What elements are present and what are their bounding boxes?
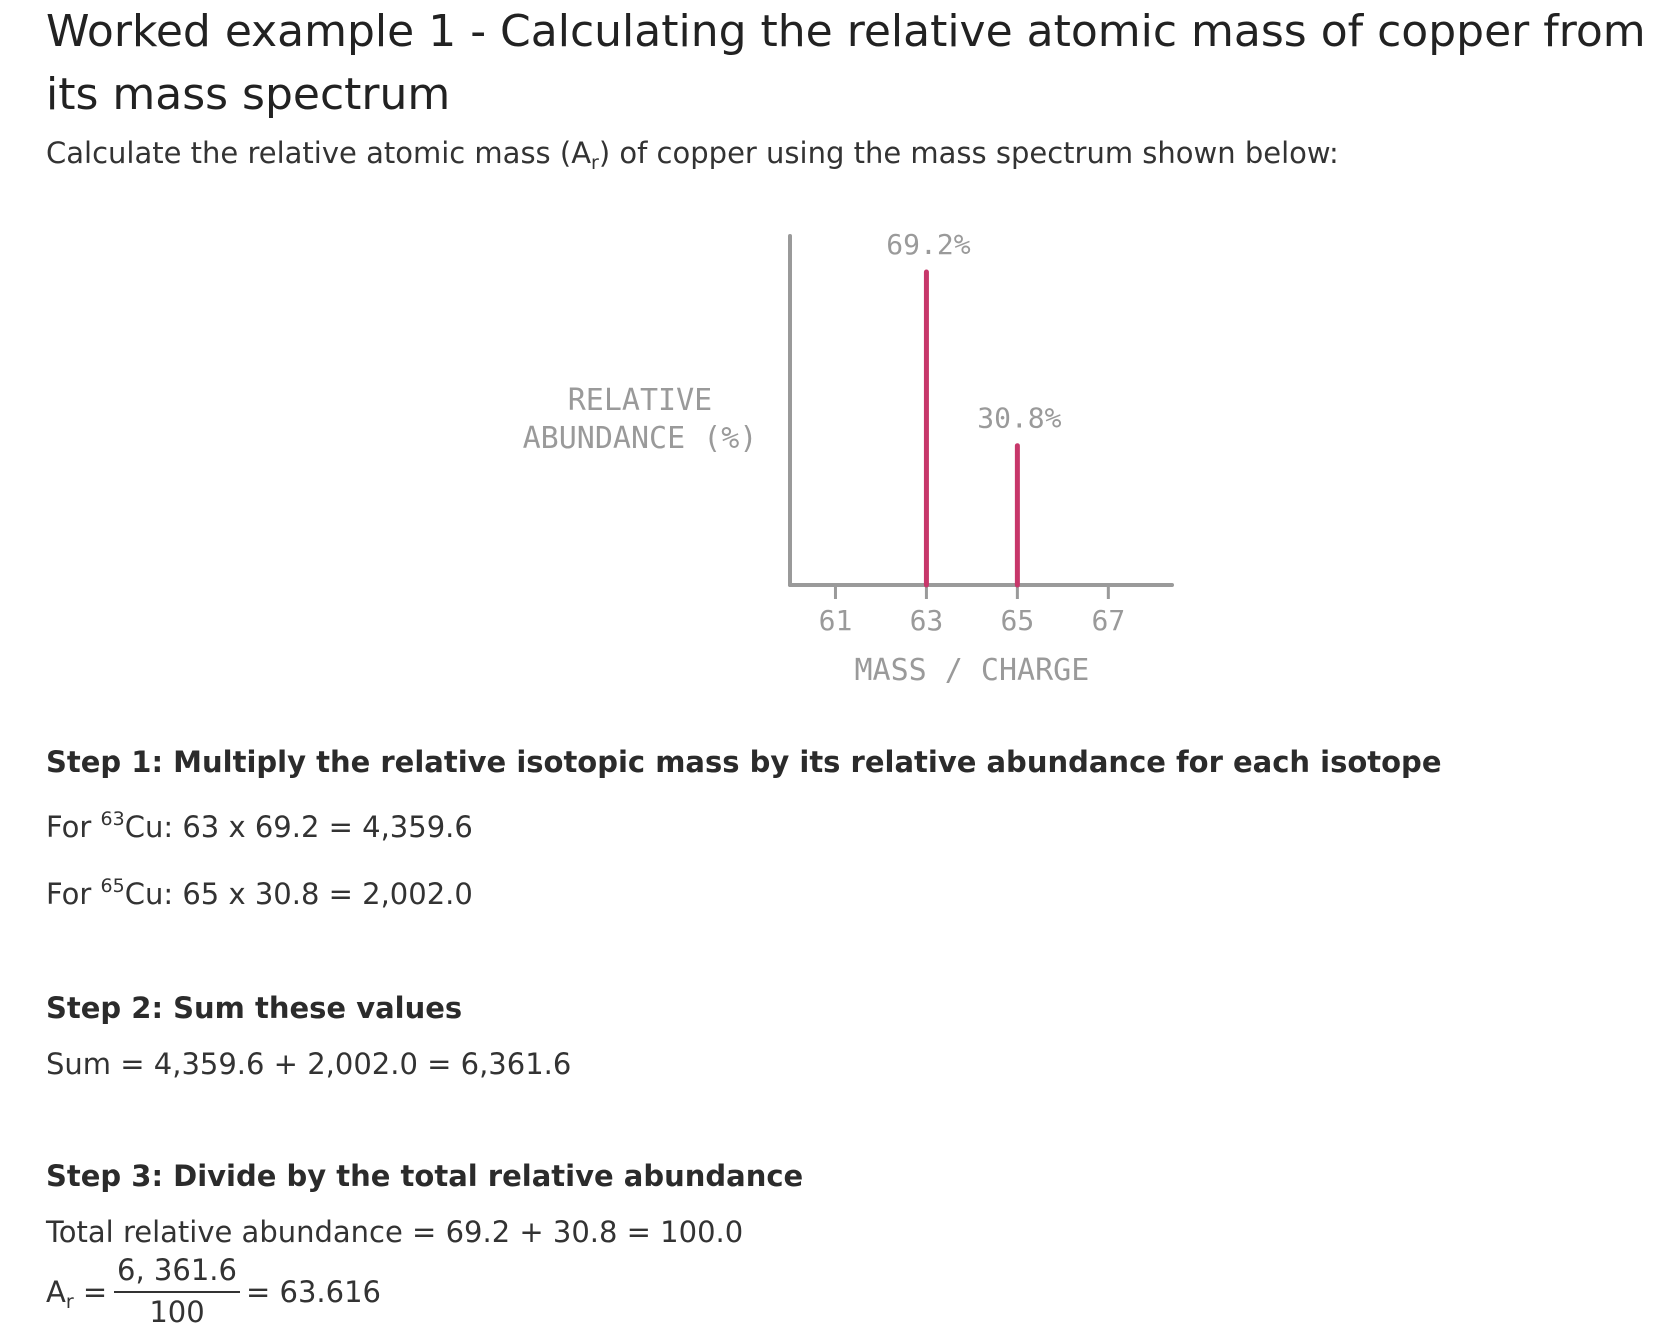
- ar-result: = 63.616: [246, 1275, 381, 1309]
- ar-equals: =: [73, 1275, 108, 1309]
- intro-text-after: ) of copper using the mass spectrum shown below:: [598, 136, 1339, 170]
- x-tick-label: 67: [1091, 604, 1126, 637]
- isotope-mass-65: 65: [100, 875, 125, 897]
- page-title: Worked example 1 - Calculating the relative atomic mass of copper from its mass spectrum: [46, 6, 1646, 120]
- x-tick-label: 63: [909, 604, 944, 637]
- step1-line-cu63: [46, 810, 473, 844]
- step1-heading: Step 1: Multiply the relative isotopic mass by its relative abundance for each isotope: [46, 745, 1442, 779]
- y-axis-label-line2: ABUNDANCE (%): [522, 421, 758, 456]
- ar-subscript: r: [65, 1291, 74, 1313]
- bar-label-65: 30.8%: [977, 401, 1062, 435]
- step1-line2-prefix: For: [46, 877, 101, 911]
- isotope-mass-63: 63: [100, 808, 125, 830]
- step1-line1-text: Cu: 63 x 69.2 = 4,359.6: [124, 810, 473, 844]
- y-axis-label-line1: RELATIVE: [567, 383, 713, 418]
- bar-label-63: 69.2%: [886, 228, 971, 261]
- intro-subscript: r: [591, 152, 599, 174]
- x-tick-label: 65: [1000, 604, 1035, 637]
- step1-line1-prefix: For: [46, 810, 101, 844]
- fraction-denominator: 100: [149, 1295, 205, 1329]
- step3-heading: Step 3: Divide by the total relative abundance: [46, 1159, 804, 1193]
- ar-symbol: [46, 1275, 108, 1313]
- step1-line-cu65: [46, 877, 473, 911]
- intro-text-before: Calculate the relative atomic mass (A: [46, 136, 592, 170]
- fraction-numerator: 6, 361.6: [117, 1253, 237, 1287]
- step3-total-line: Total relative abundance = 69.2 + 30.8 = 100.0: [46, 1215, 744, 1249]
- fraction-bar: [114, 1291, 240, 1293]
- step2-sum-line: Sum = 4,359.6 + 2,002.0 = 6,361.6: [46, 1047, 572, 1081]
- x-tick-label: 61: [818, 604, 853, 637]
- x-axis-label: MASS / CHARGE: [854, 653, 1090, 688]
- step1-line2-text: Cu: 65 x 30.8 = 2,002.0: [124, 877, 473, 911]
- step2-heading: Step 2: Sum these values: [46, 991, 463, 1025]
- ar-letter: A: [46, 1275, 66, 1309]
